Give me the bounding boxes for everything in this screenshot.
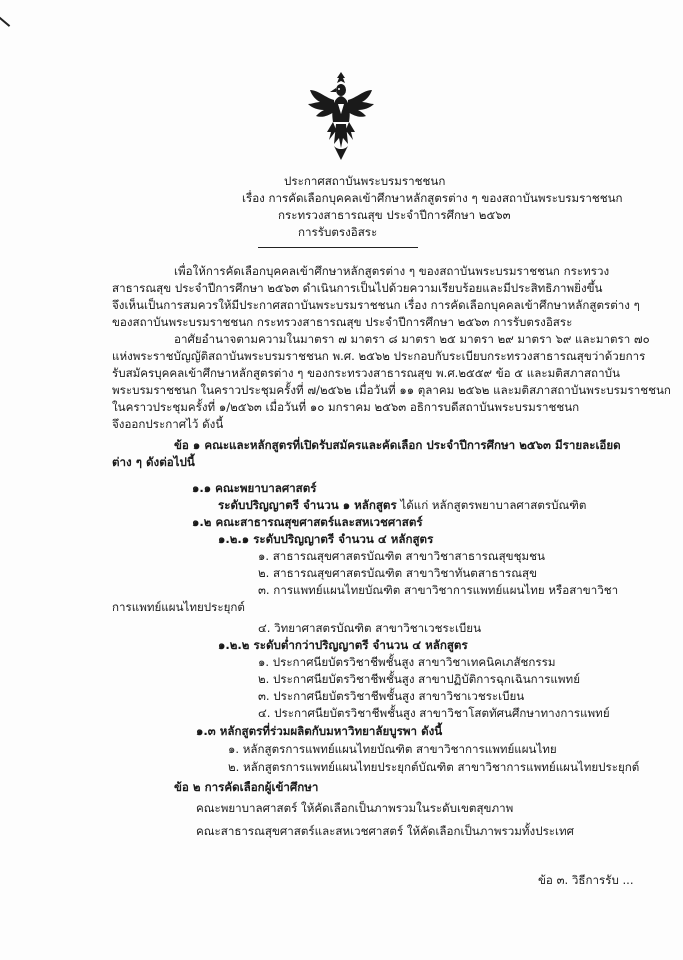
section-1-1-level-bold: ระดับปริญญาตรี จำนวน ๑ หลักสูตร bbox=[218, 498, 397, 512]
program-item-cont: การแพทย์แผนไทยประยุกต์ bbox=[112, 600, 245, 614]
program-item: ๓. การแพทย์แผนไทยบัณฑิต สาขาวิชาการแพทย์แผนไทย หรือสาขาวิชา bbox=[258, 583, 619, 597]
program-item: ๓. ประกาศนียบัตรวิชาชีพชั้นสูง สาขาวิชาเวชระเบียน bbox=[258, 689, 525, 703]
program-item: ๒. ประกาศนียบัตรวิชาชีพชั้นสูง สาขาปฏิบัติการฉุกเฉินการแพทย์ bbox=[258, 672, 580, 686]
program-item: ๒. สาธารณสุขศาสตรบัณฑิต สาขาวิชาทันตสาธารณสุข bbox=[258, 566, 537, 580]
authority-line: รับสมัครบุคคลเข้าศึกษาหลักสูตรต่าง ๆ ของกระทรวงสาธารณสุข พ.ศ.๒๕๕๙ ข้อ ๕ และมติสภาสถาบัน bbox=[112, 366, 620, 380]
clause-1-heading-cont: ต่าง ๆ ดังต่อไปนี้ bbox=[112, 455, 195, 469]
title-divider bbox=[258, 247, 418, 248]
section-1-2: ๑.๒ คณะสาธารณสุขศาสตร์และสหเวชศาสตร์ bbox=[192, 515, 423, 529]
admission-mode: การรับตรงอิสระ bbox=[298, 225, 378, 239]
section-1-1-level-rest: ได้แก่ หลักสูตรพยาบาลศาสตรบัณฑิต bbox=[396, 498, 587, 512]
intro-line: สาธารณสุข ประจำปีการศึกษา ๒๕๖๓ ดำเนินการเป็นไปด้วยความเรียบร้อยและมีประสิทธิภาพยิ่งขึ้น bbox=[112, 281, 603, 295]
section-1-3: ๑.๓ หลักสูตรที่ร่วมผลิตกับมหาวิทยาลัยบูรพา ดังนี้ bbox=[196, 724, 443, 738]
intro-line: จึงเห็นเป็นการสมควรให้มีประกาศสถาบันพระบรมราชชนก เรื่อง การคัดเลือกบุคคลเข้าศึกษาหลักสูตรต่าง ๆ bbox=[112, 298, 640, 312]
program-item: ๑. ประกาศนียบัตรวิชาชีพชั้นสูง สาขาวิชาเทคนิคเภสัชกรรม bbox=[258, 655, 556, 669]
garuda-emblem-icon bbox=[306, 70, 376, 162]
continued-marker: ข้อ ๓. วิธีการรับ ... bbox=[538, 873, 634, 887]
program-item: ๑. หลักสูตรการแพทย์แผนไทยบัณฑิต สาขาวิชาการแพทย์แผนไทย bbox=[228, 742, 557, 756]
section-1-2-2: ๑.๒.๒ ระดับต่ำกว่าปริญญาตรี จำนวน ๔ หลักสูตร bbox=[218, 638, 468, 652]
intro-line: เพื่อให้การคัดเลือกบุคคลเข้าศึกษาหลักสูตรต่าง ๆ ของสถาบันพระบรมราชชนก กระทรวง bbox=[174, 264, 610, 278]
intro-line: ของสถาบันพระบรมราชชนก กระทรวงสาธารณสุข ประจำปีการศึกษา ๒๕๖๓ การรับตรงอิสระ bbox=[112, 315, 573, 329]
authority-line: ในคราวประชุมครั้งที่ ๑/๒๕๖๓ เมื่อวันที่ ๑๐ มกราคม ๒๕๖๓ อธิการบดีสถาบันพระบรมราชชนก bbox=[112, 400, 580, 414]
section-1-1-level bbox=[218, 498, 586, 513]
section-1-1: ๑.๑ คณะพยาบาลศาสตร์ bbox=[192, 481, 317, 495]
program-item: ๒. หลักสูตรการแพทย์แผนไทยประยุกต์บัณฑิต สาขาวิชาการแพทย์แผนไทยประยุกต์ bbox=[228, 760, 640, 774]
clause-2-line: คณะพยาบาลศาสตร์ ให้คัดเลือกเป็นภาพรวมในระดับเขตสุขภาพ bbox=[196, 801, 514, 815]
clause-2-line: คณะสาธารณสุขศาสตร์และสหเวชศาสตร์ ให้คัดเลือกเป็นภาพรวมทั้งประเทศ bbox=[196, 824, 574, 838]
subject-line: เรื่อง การคัดเลือกบุคคลเข้าศึกษาหลักสูตรต่าง ๆ ของสถาบันพระบรมราชชนก bbox=[242, 191, 623, 205]
authority-line: แห่งพระราชบัญญัติสถาบันพระบรมราชชนก พ.ศ. ๒๕๖๒ ประกอบกับระเบียบกระทรวงสาธารณสุขว่าด้วยการ bbox=[112, 349, 646, 363]
subject-continuation: กระทรวงสาธารณสุข ประจำปีการศึกษา ๒๕๖๓ bbox=[278, 208, 511, 222]
clause-2-heading: ข้อ ๒ การคัดเลือกผู้เข้าศึกษา bbox=[174, 780, 319, 794]
authority-line: จึงออกประกาศไว้ ดังนี้ bbox=[112, 417, 224, 431]
announcement-title: ประกาศสถาบันพระบรมราชชนก bbox=[284, 174, 446, 188]
authority-line: พระบรมราชชนก ในคราวประชุมครั้งที่ ๗/๒๕๖๒ เมื่อวันที่ ๑๑ ตุลาคม ๒๕๖๒ และมติสภาสถาบันพระบรมราชชนก bbox=[112, 383, 671, 397]
clause-1-heading: ข้อ ๑ คณะและหลักสูตรที่เปิดรับสมัครและคัดเลือก ประจำปีการศึกษา ๒๕๖๓ มีรายละเอียด bbox=[174, 438, 621, 452]
program-item: ๔. วิทยาศาสตรบัณฑิต สาขาวิชาเวชระเบียน bbox=[258, 621, 482, 635]
section-1-2-1: ๑.๒.๑ ระดับปริญญาตรี จำนวน ๔ หลักสูตร bbox=[218, 532, 434, 546]
program-item: ๑. สาธารณสุขศาสตรบัณฑิต สาขาวิชาสาธารณสุขชุมชน bbox=[258, 549, 545, 563]
program-item: ๔. ประกาศนียบัตรวิชาชีพชั้นสูง สาขาวิชาโสตทัศนศึกษาทางการแพทย์ bbox=[258, 706, 610, 720]
authority-line: อาศัยอำนาจตามความในมาตรา ๗ มาตรา ๘ มาตรา ๒๕ มาตรา ๒๙ มาตรา ๖๙ และมาตรา ๗๐ bbox=[174, 332, 650, 346]
scan-mark bbox=[0, 0, 22, 27]
